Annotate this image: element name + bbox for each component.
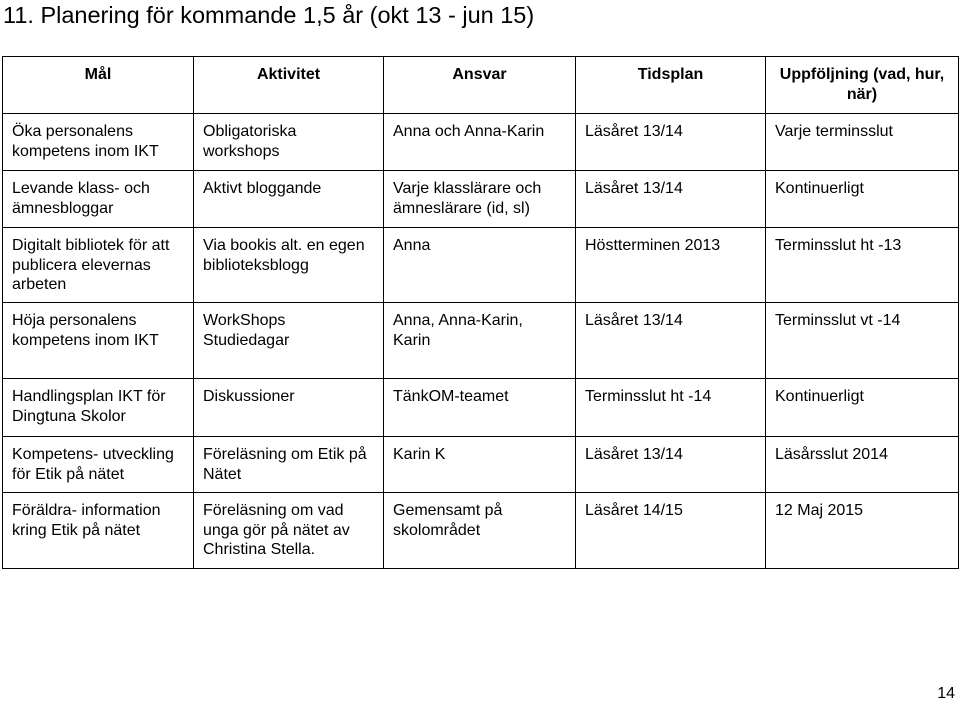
cell-activity: Via bookis alt. en egen biblioteksblogg [194, 228, 384, 303]
cell-responsible: Gemensamt på skolområdet [384, 493, 576, 569]
cell-responsible: Anna [384, 228, 576, 303]
page-number: 14 [937, 685, 955, 702]
cell-goal: Föräldra- information kring Etik på nätet [3, 493, 194, 569]
header-followup: Uppföljning (vad, hur, när) [766, 57, 959, 114]
cell-schedule: Läsåret 13/14 [576, 114, 766, 171]
cell-activity: Aktivt bloggande [194, 171, 384, 228]
table-row [3, 171, 959, 228]
cell-goal: Handlingsplan IKT för Dingtuna Skolor [3, 379, 194, 437]
cell-activity: Diskussioner [194, 379, 384, 437]
page-title: 11. Planering för kommande 1,5 år (okt 13 - jun 15) [3, 2, 535, 28]
cell-schedule: Terminsslut ht -14 [576, 379, 766, 437]
cell-goal: Höja personalens kompetens inom IKT [3, 303, 194, 379]
cell-followup: Varje terminsslut [766, 114, 959, 171]
table-row [3, 379, 959, 437]
cell-schedule: Läsåret 13/14 [576, 437, 766, 493]
header-responsible: Ansvar [384, 57, 576, 114]
table-row [3, 114, 959, 171]
cell-schedule: Läsåret 14/15 [576, 493, 766, 569]
cell-activity: Obligatoriska workshops [194, 114, 384, 171]
table-row [3, 493, 959, 569]
cell-goal: Digitalt bibliotek för att publicera elevernas arbeten [3, 228, 194, 303]
cell-goal: Öka personalens kompetens inom IKT [3, 114, 194, 171]
cell-followup: 12 Maj 2015 [766, 493, 959, 569]
cell-responsible: Karin K [384, 437, 576, 493]
cell-followup: Läsårsslut 2014 [766, 437, 959, 493]
header-activity: Aktivitet [194, 57, 384, 114]
cell-responsible: Anna, Anna-Karin, Karin [384, 303, 576, 379]
cell-activity: WorkShops Studiedagar [194, 303, 384, 379]
cell-responsible: TänkOM-teamet [384, 379, 576, 437]
header-schedule: Tidsplan [576, 57, 766, 114]
cell-activity: Föreläsning om vad unga gör på nätet av Christina Stella. [194, 493, 384, 569]
header-goal: Mål [3, 57, 194, 114]
cell-goal: Kompetens- utveckling för Etik på nätet [3, 437, 194, 493]
cell-responsible: Anna och Anna-Karin [384, 114, 576, 171]
cell-schedule: Höstterminen 2013 [576, 228, 766, 303]
table-row [3, 437, 959, 493]
cell-schedule: Läsåret 13/14 [576, 171, 766, 228]
cell-followup: Terminsslut vt -14 [766, 303, 959, 379]
cell-schedule: Läsåret 13/14 [576, 303, 766, 379]
cell-followup: Kontinuerligt [766, 171, 959, 228]
planning-table [2, 56, 959, 569]
table-header-row [3, 57, 959, 114]
cell-responsible: Varje klasslärare och ämneslärare (id, sl) [384, 171, 576, 228]
table-row [3, 303, 959, 379]
cell-followup: Terminsslut ht -13 [766, 228, 959, 303]
cell-followup: Kontinuerligt [766, 379, 959, 437]
table-row [3, 228, 959, 303]
cell-goal: Levande klass- och ämnesbloggar [3, 171, 194, 228]
cell-activity: Föreläsning om Etik på Nätet [194, 437, 384, 493]
